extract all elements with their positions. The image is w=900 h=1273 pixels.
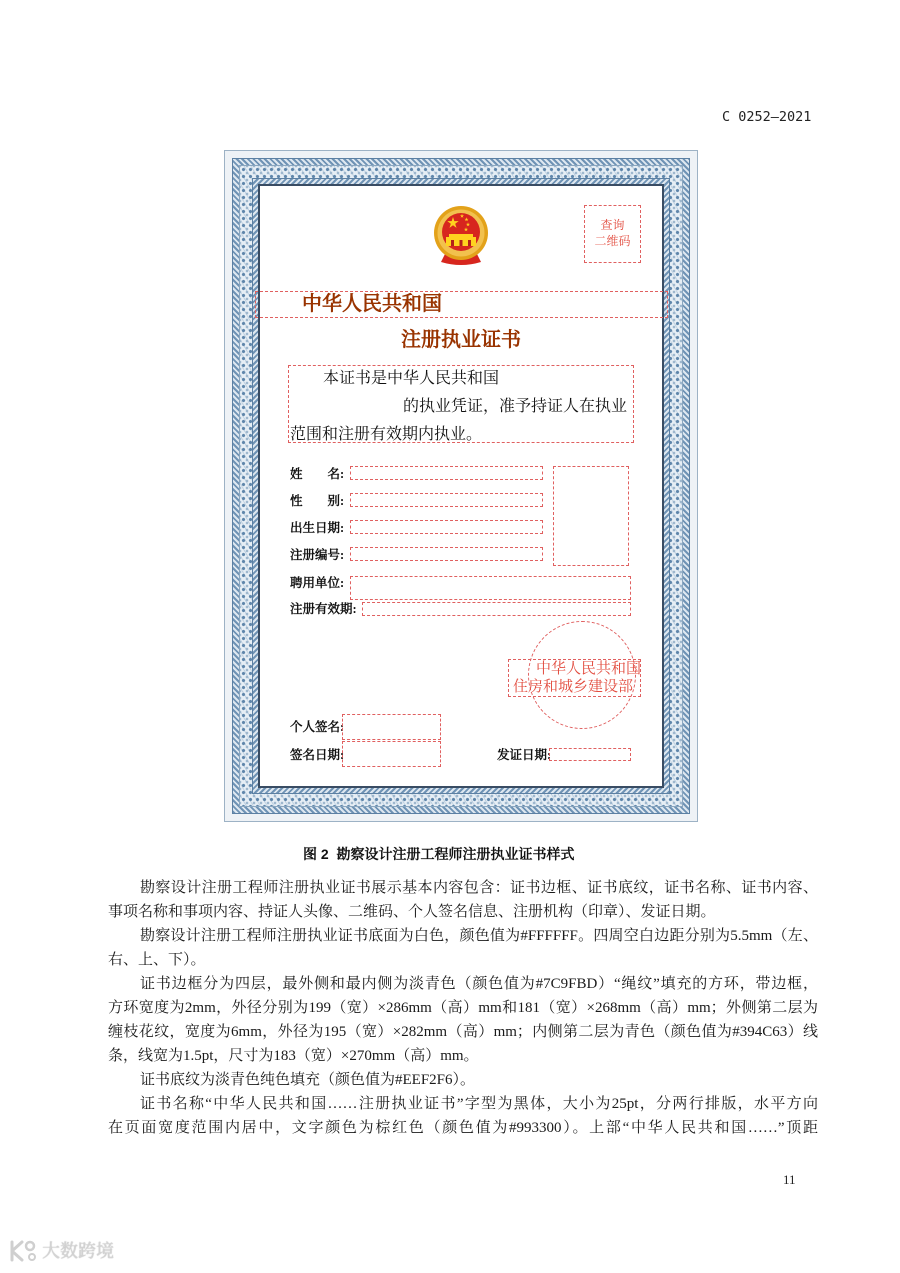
gender-field bbox=[350, 493, 543, 507]
body-line: 右、上、下）。 bbox=[108, 952, 206, 968]
registration-number-label: 注册编号: bbox=[290, 548, 345, 562]
seal-line1: 中华人民共和国 bbox=[536, 661, 642, 677]
signature-date-field bbox=[342, 741, 441, 767]
page-number: 11 bbox=[783, 1172, 796, 1187]
statement-line: 范围和注册有效期内执业。 bbox=[290, 426, 483, 443]
employer-field bbox=[350, 576, 631, 600]
signature-date-label: 签名日期: bbox=[290, 748, 345, 762]
body-line: 方环宽度为2mm，外径分别为199（宽）×286mm（高）mm和181（宽）×268mm（高）mm；外侧第二层为 bbox=[108, 1000, 818, 1016]
body-line: 条，线宽为1.5pt，尺寸为183（宽）×270mm（高）mm。 bbox=[108, 1048, 479, 1064]
name-field bbox=[350, 466, 543, 480]
validity-label: 注册有效期: bbox=[290, 602, 357, 616]
gender-label: 性 别: bbox=[290, 494, 345, 508]
body-text bbox=[108, 876, 818, 1140]
body-line: 缠枝花纹，宽度为6mm，外径为195（宽）×282mm（高）mm；内侧第二层为青色（颜色值为#394C63）线 bbox=[108, 1024, 818, 1040]
seal-line2: 住房和城乡建设部 bbox=[513, 679, 634, 695]
photo-placeholder bbox=[553, 466, 629, 566]
issue-date-field bbox=[549, 748, 631, 761]
body-line: 证书底纹为淡青色纯色填充（颜色值为#EEF2F6）。 bbox=[140, 1072, 476, 1088]
registration-number-field bbox=[350, 547, 543, 561]
statement-line: 本证书是中华人民共和国 bbox=[323, 370, 500, 387]
signature-field bbox=[342, 714, 441, 740]
body-line: 在页面宽度范围内居中，文字颜色为棕红色（颜色值为#993300）。上部“中华人民共和国……”顶距 bbox=[108, 1120, 818, 1136]
body-line: 证书边框分为四层，最外侧和最内侧为淡青色（颜色值为#7C9FBD）“绳纹”填充的方环，带边框， bbox=[140, 976, 818, 992]
body-line: 勘察设计注册工程师注册执业证书底面为白色，颜色值为#FFFFFF。四周空白边距分别为5.5mm（左、 bbox=[140, 928, 818, 944]
issue-date-label: 发证日期: bbox=[497, 748, 552, 762]
validity-field bbox=[362, 602, 631, 616]
figure-caption: 图 2 勘察设计注册工程师注册执业证书样式 bbox=[303, 846, 575, 862]
qr-label-line1: 查询 bbox=[600, 218, 625, 232]
certificate-title-line2: 注册执业证书 bbox=[401, 329, 521, 351]
body-line: 勘察设计注册工程师注册执业证书展示基本内容包含：证书边框、证书底纹，证书名称、证书内容、 bbox=[140, 880, 818, 896]
name-label: 姓 名: bbox=[290, 467, 345, 481]
body-line: 事项名称和事项内容、持证人头像、二维码、个人签名信息、注册机构（印章）、发证日期。 bbox=[108, 904, 716, 920]
standard-code: C 0252—2021 bbox=[722, 109, 812, 125]
national-emblem bbox=[431, 204, 491, 266]
body-line: 证书名称“中华人民共和国……注册执业证书”字型为黑体，大小为25pt，分两行排版，水平方向 bbox=[140, 1096, 818, 1112]
certificate-title-line1: 中华人民共和国 bbox=[302, 293, 442, 315]
watermark-logo bbox=[8, 1238, 38, 1264]
qr-label-line2: 二维码 bbox=[594, 234, 631, 248]
signature-label: 个人签名: bbox=[290, 720, 345, 734]
qr-code-placeholder bbox=[584, 205, 641, 263]
statement-line: 的执业凭证，准予持证人在执业 bbox=[403, 398, 628, 415]
birth-date-field bbox=[350, 520, 543, 534]
birth-date-label: 出生日期: bbox=[290, 521, 345, 535]
employer-label: 聘用单位: bbox=[290, 576, 345, 590]
watermark-text: 大数跨境 bbox=[42, 1241, 114, 1261]
